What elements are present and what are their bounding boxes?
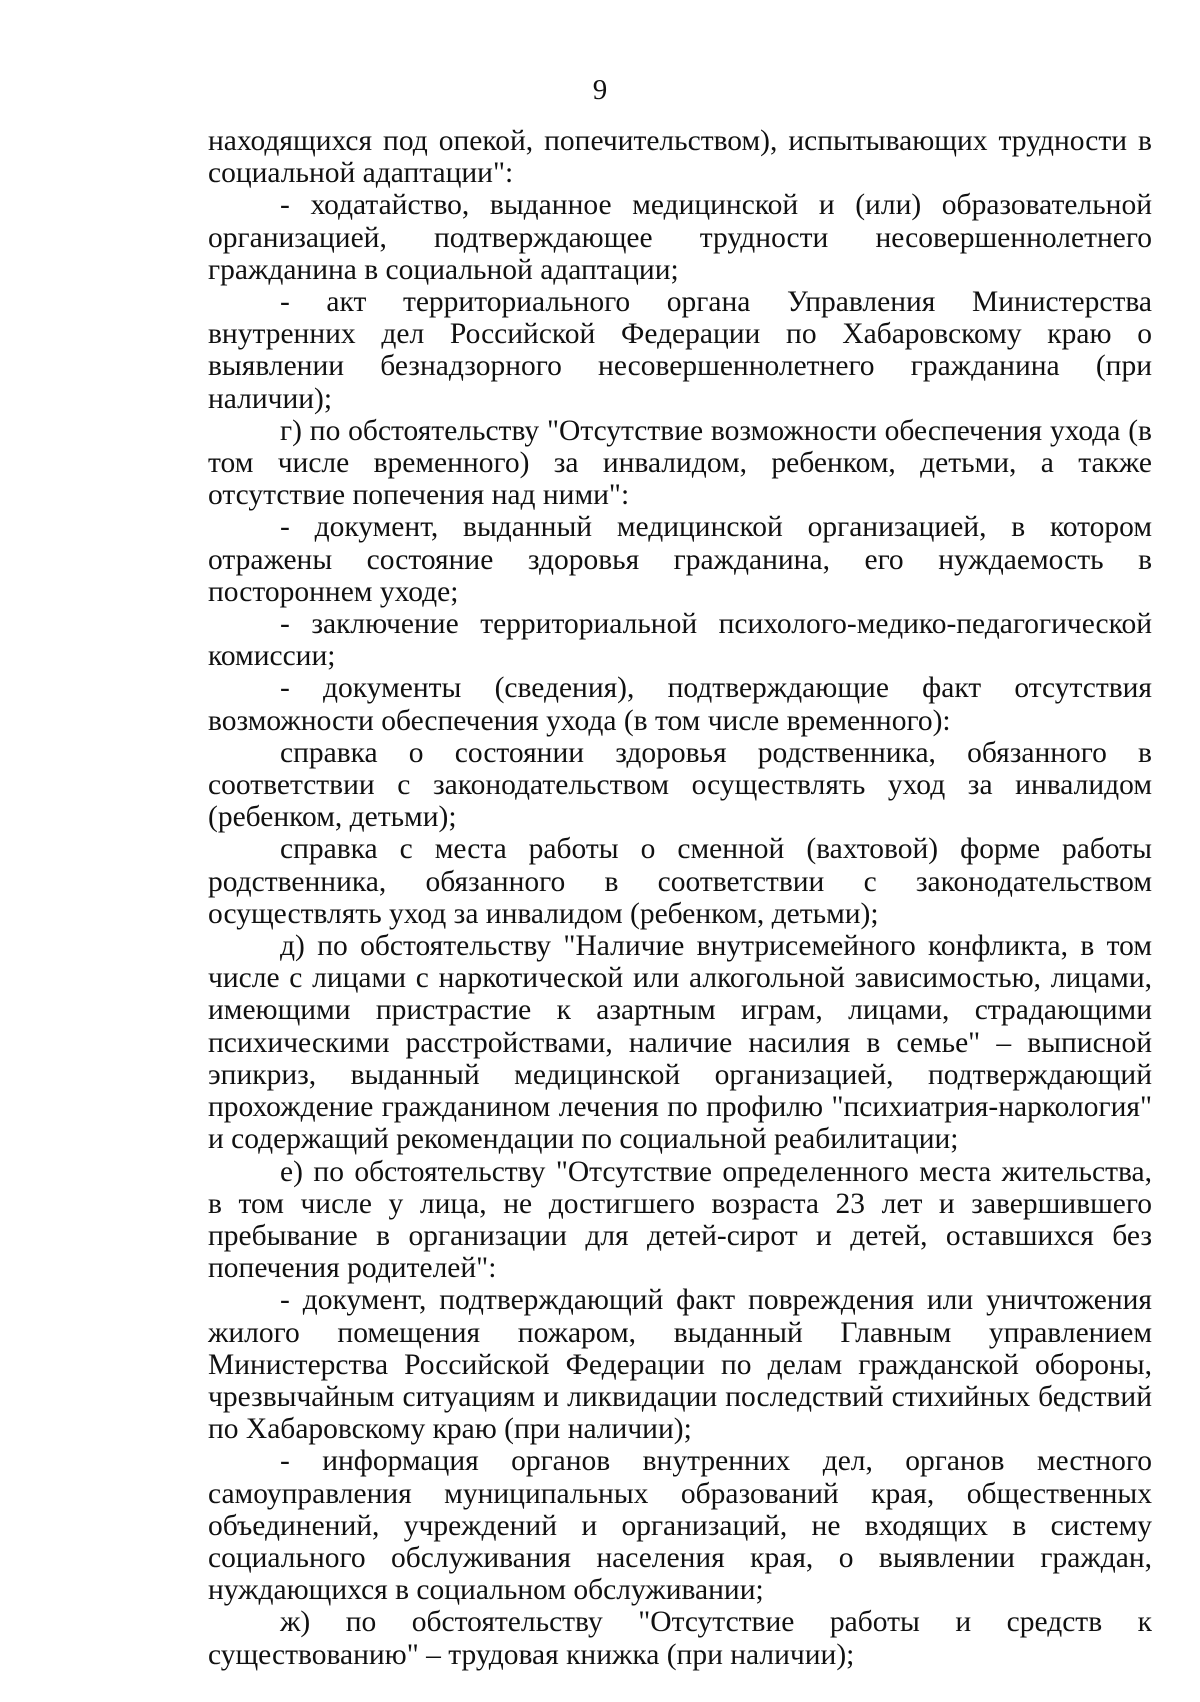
- paragraph: - документы (сведения), подтверждающие факт отсутствия возможности обеспечения ухода (в том числе временного):: [208, 672, 1152, 737]
- document-body: [208, 125, 1152, 1671]
- paragraph: - информация органов внутренних дел, органов местного самоуправления муниципальных образований края, общественных объединений, учреждений и организаций, не входящих в систему социального обслуживания населения края, о выявлении граждан, нуждающихся в социальном обслуживании;: [208, 1445, 1152, 1607]
- paragraph: - заключение территориальной психолого-медико-педагогической комиссии;: [208, 608, 1152, 673]
- page-number: 9: [592, 74, 608, 106]
- paragraph: - акт территориального органа Управления Министерства внутренних дел Российской Федерации по Хабаровскому краю о выявлении безнадзорного несовершеннолетнего гражданина (при наличии);: [208, 286, 1152, 415]
- paragraph: г) по обстоятельству "Отсутствие возможности обеспечения ухода (в том числе временного) за инвалидом, ребенком, детьми, а также отсутствие попечения над ними":: [208, 414, 1152, 512]
- paragraph: д) по обстоятельству "Наличие внутрисемейного конфликта, в том числе с лицами с наркотической или алкогольной зависимостью, лицами, имеющими пристрастие к азартным играм, лицами, страдающими психическими расстройствами, наличие насилия в семье" – выписной эпикриз, выданный медицинской организацией, подтверждающий прохождение гражданином лечения по профилю "психиатрия-наркология" и содержащий рекомендации по социальной реабилитации;: [208, 930, 1152, 1156]
- paragraph: - ходатайство, выданное медицинской и (или) образовательной организацией, подтверждающее трудности несовершеннолетнего гражданина в социальной адаптации;: [208, 189, 1152, 286]
- paragraph: находящихся под опекой, попечительством), испытывающих трудности в социальной адаптации":: [208, 125, 1152, 190]
- paragraph: ж) по обстоятельству "Отсутствие работы и средств к существованию" – трудовая книжка (при наличии);: [208, 1606, 1152, 1671]
- paragraph: е) по обстоятельству "Отсутствие определенного места жительства, в том числе у лица, не достигшего возраста 23 лет и завершившего пребывание в организации для детей-сирот и детей, оставшихся без попечения родителей":: [208, 1155, 1152, 1285]
- paragraph: - документ, выданный медицинской организацией, в котором отражены состояние здоровья гражданина, его нуждаемость в постороннем уходе;: [208, 511, 1152, 608]
- paragraph: справка о состоянии здоровья родственника, обязанного в соответствии с законодательством осуществлять уход за инвалидом (ребенком, детьми);: [208, 736, 1152, 834]
- paragraph: - документ, подтверждающий факт повреждения или уничтожения жилого помещения пожаром, выданный Главным управлением Министерства Российской Федерации по делам гражданской обороны, чрезвычайным ситуациям и ликвидации последствий стихийных бедствий по Хабаровскому краю (при наличии);: [208, 1284, 1152, 1446]
- paragraph: справка с места работы о сменной (вахтовой) форме работы родственника, обязанного в соответствии с законодательством осуществлять уход за инвалидом (ребенком, детьми);: [208, 833, 1152, 930]
